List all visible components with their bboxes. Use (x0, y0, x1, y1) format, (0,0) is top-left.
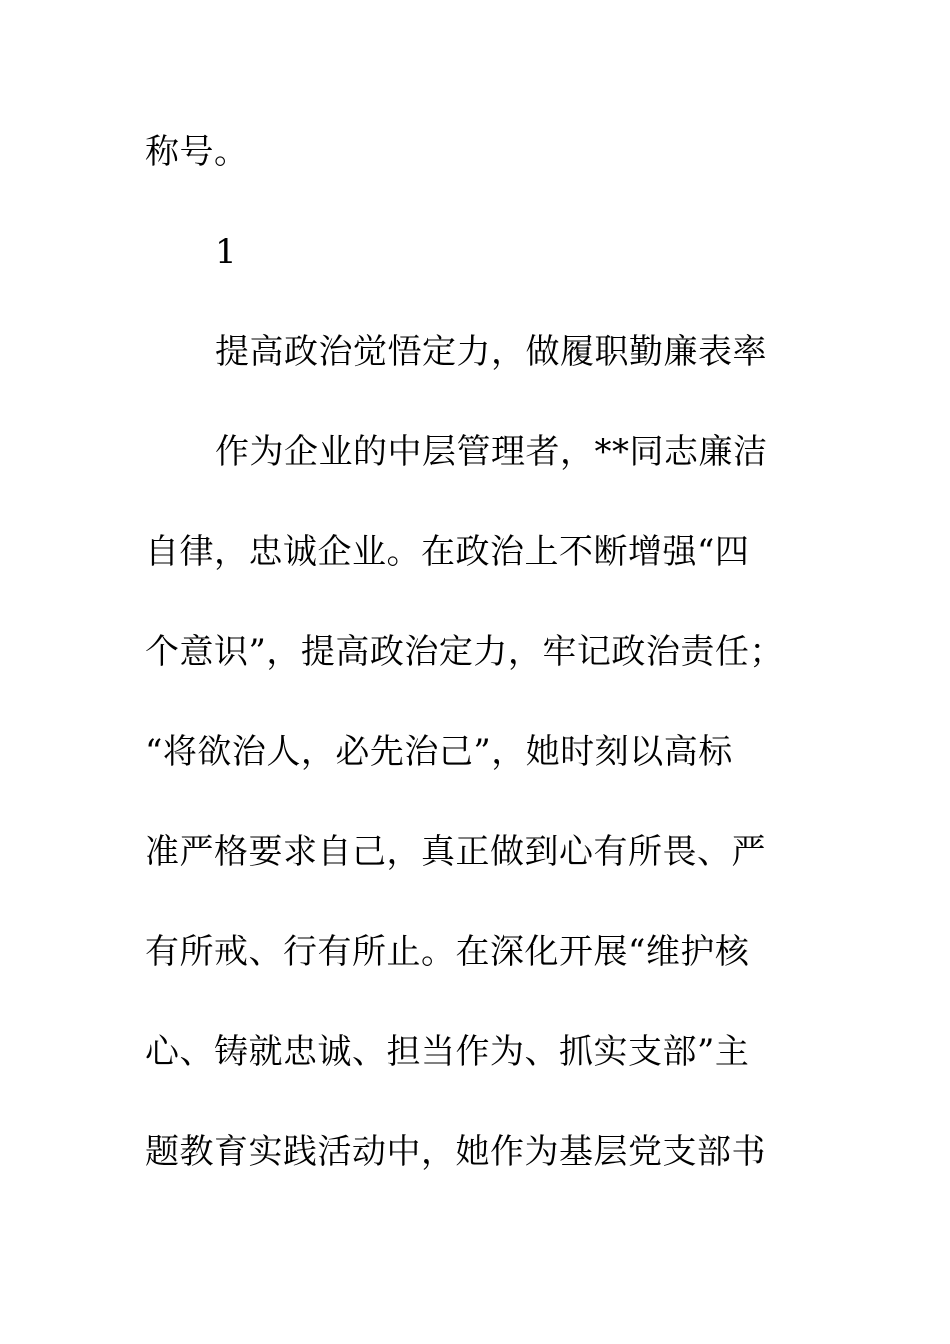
text-line: 题教育实践活动中，她作为基层党支部书 (145, 1132, 766, 1172)
text-line: 作为企业的中层管理者，**同志廉洁 (215, 432, 768, 472)
text-line: 准严格要求自己，真正做到心有所畏、严 (145, 832, 766, 872)
text-line: “将欲治人，必先治己”，她时刻以高标 (145, 732, 733, 772)
text-line: 称号。 (145, 132, 249, 172)
text-line: 个意识”，提高政治定力，牢记政治责任； (145, 632, 784, 672)
text-line: 心、铸就忠诚、担当作为、抓实支部”主 (145, 1032, 750, 1072)
text-line: 有所戒、行有所止。在深化开展“维护核 (145, 932, 750, 972)
section-number: 1 (215, 232, 238, 272)
section-heading: 提高政治觉悟定力，做履职勤廉表率 (215, 332, 767, 372)
text-line: 自律，忠诚企业。在政治上不断增强“四 (145, 532, 750, 572)
